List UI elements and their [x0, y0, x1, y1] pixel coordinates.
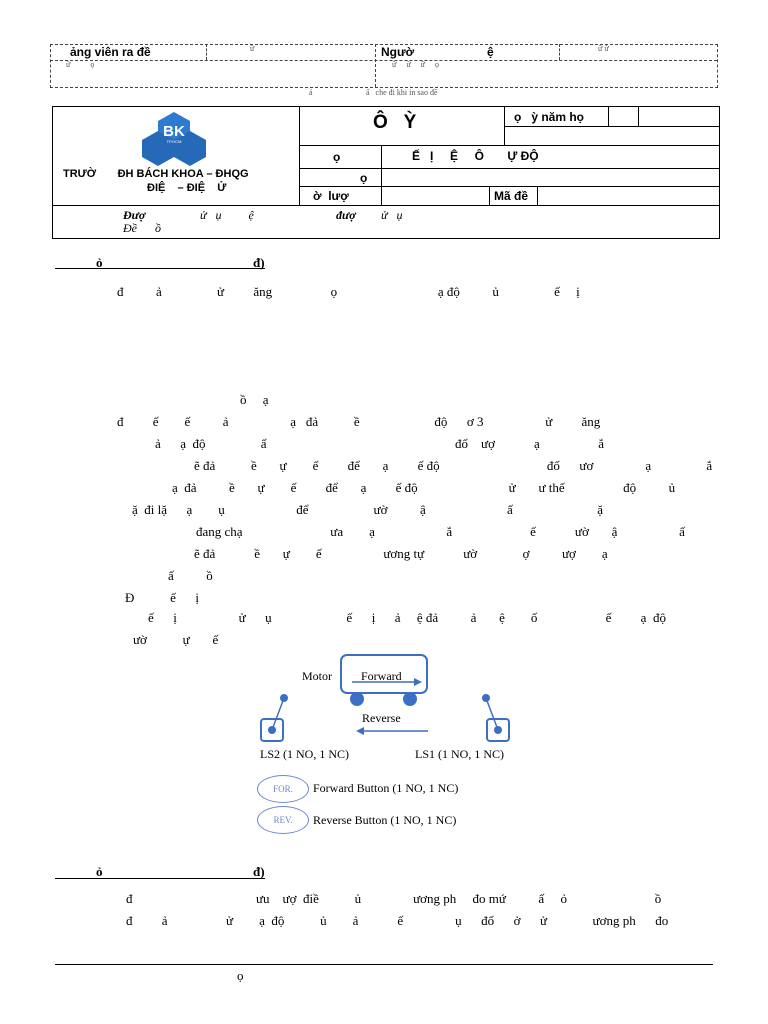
reverse-label: Reverse — [362, 711, 401, 725]
question1-line-3: ẽ đả ề ự ế để ạ ế độ đố ươ ạ ắ — [194, 458, 713, 473]
question1-line-4: ạ đả ề ự ế để ạ ế độ ử ư thế độ ủ — [172, 480, 676, 495]
question2-heading-underline — [55, 878, 265, 879]
header-row-line-year — [504, 126, 719, 127]
reviewer-table-divider — [50, 60, 717, 61]
ls1-label: LS1 (1 NO, 1 NC) — [415, 747, 504, 761]
notes-pages: Đề ồ — [123, 221, 161, 235]
notes-use-2: ử ụ — [381, 208, 403, 222]
reviewer-mid: ệ — [487, 45, 494, 59]
question1-line-1: đ ế ế ả ạ đả ề độ ơ 3 ử ăng — [117, 414, 601, 429]
question1-heading-right: đ) — [253, 255, 265, 270]
question2-line-1: đ ưu ượ điề ủ ương ph đo mứ ấ ỏ ồ — [126, 891, 662, 906]
footer-rule — [55, 964, 713, 965]
faculty-name: ĐIỆ – ĐIỆ Ử — [147, 182, 227, 194]
reviewer-table-vdivider-3 — [206, 44, 207, 60]
question2-heading-left: ỏ — [96, 864, 103, 879]
question2-heading-right: đ) — [253, 864, 265, 879]
school-name: TRƯỜ ĐH BÁCH KHOA – ĐHQG — [63, 168, 249, 180]
row2-left-hint: ữ ọ — [66, 60, 95, 69]
notes-allowed-2: đượ — [336, 208, 356, 222]
motor-label: Motor — [302, 669, 332, 683]
ls1-limit-switch-icon — [478, 690, 512, 744]
svg-text:TP.HCM: TP.HCM — [166, 139, 182, 144]
reverse-arrow — [356, 725, 432, 737]
header-year-divider — [504, 106, 505, 146]
course-name: Ế Ị Ệ Ô Ự ĐỘ — [412, 149, 539, 163]
question1-line-6: đang chạ ưa ạ ắ ế ườ ậ ấ — [196, 524, 685, 539]
question1-line-5: ặ đi lặ ạ ụ để ườ ậ ấ ặ — [132, 502, 604, 517]
ls2-limit-switch-icon — [258, 690, 292, 744]
question1-heading-underline — [55, 268, 265, 269]
question2-line-2: đ ả ử ạ độ ủ ả ế ụ đố ở ử ương ph đo — [126, 913, 669, 928]
exam-code-label: Mã đề — [494, 189, 529, 203]
header-code-divider — [489, 186, 490, 205]
footnote-b: ấ che đi khi in sao đề — [366, 88, 438, 97]
header-year-box-1 — [608, 106, 609, 126]
lecturer-label: ảng viên ra đề — [70, 45, 151, 59]
question1-line-8: ấ ồ — [168, 568, 213, 583]
reverse-button-label: Reverse Button (1 NO, 1 NC) — [313, 813, 457, 827]
forward-oval-text: FOR. — [273, 784, 293, 794]
header-year-box-2 — [638, 106, 639, 126]
header-bottom-row-line — [52, 205, 719, 206]
row2-right-hint: ữ ữ ữ ọ — [392, 60, 440, 69]
year-label: ọ ỳ năm họ — [514, 110, 585, 124]
question1-line-7: ẽ đả ề ự ế ương tự ườ ợ ượ ạ — [194, 546, 608, 561]
svg-text:BK: BK — [163, 123, 185, 140]
ls2-label: LS2 (1 NO, 1 NC) — [260, 747, 349, 761]
forward-label: Forward — [361, 669, 402, 683]
reviewer-signature-hint: ữ ữ — [598, 44, 609, 53]
reviewer-label: Ngườ — [381, 45, 415, 59]
question1-prompt: đ ả ử ăng ọ ạ độ ủ ế ị — [117, 284, 580, 299]
university-logo — [140, 110, 208, 168]
course-code-label: ọ — [360, 171, 368, 185]
question1-subheading: ồ ạ — [240, 392, 269, 407]
question1-heading-left: ỏ — [96, 255, 103, 270]
header-row-line-3 — [299, 186, 719, 187]
header-school-divider — [299, 106, 300, 205]
question1-d-line-1: ế ị ử ụ ế ị ả ệ đả ả ệ ố ế ạ độ — [148, 610, 666, 625]
lecturer-signature-hint: ữ — [250, 44, 255, 53]
header-row-line-1 — [299, 145, 719, 146]
question1-d-line-2: ườ ự ế — [133, 632, 219, 647]
notes-use: ử ụ ệ — [200, 208, 254, 222]
header-course-divider — [381, 145, 382, 205]
notes-allowed: Đượ — [123, 208, 146, 222]
header-row-line-2 — [299, 168, 719, 169]
course-label: ọ — [333, 150, 341, 164]
reverse-button-icon — [257, 806, 309, 834]
question1-line-2: ả ạ độ ấ đố ượ ạ ắ — [155, 436, 605, 451]
duration-label: ờ lượ — [313, 189, 349, 203]
reviewer-table-vdivider-2 — [559, 44, 560, 60]
reviewer-table-vdivider — [375, 44, 376, 87]
question1-d-heading: Đ ế ị — [125, 590, 200, 605]
footnote-a: ả — [309, 88, 313, 97]
footer-text: ọ — [237, 968, 244, 983]
header-code-divider-2 — [537, 186, 538, 205]
forward-button-icon — [257, 775, 309, 803]
forward-button-label: Forward Button (1 NO, 1 NC) — [313, 781, 459, 795]
reverse-oval-text: REV. — [273, 815, 293, 825]
exam-title: Ô Ỳ — [373, 112, 417, 133]
